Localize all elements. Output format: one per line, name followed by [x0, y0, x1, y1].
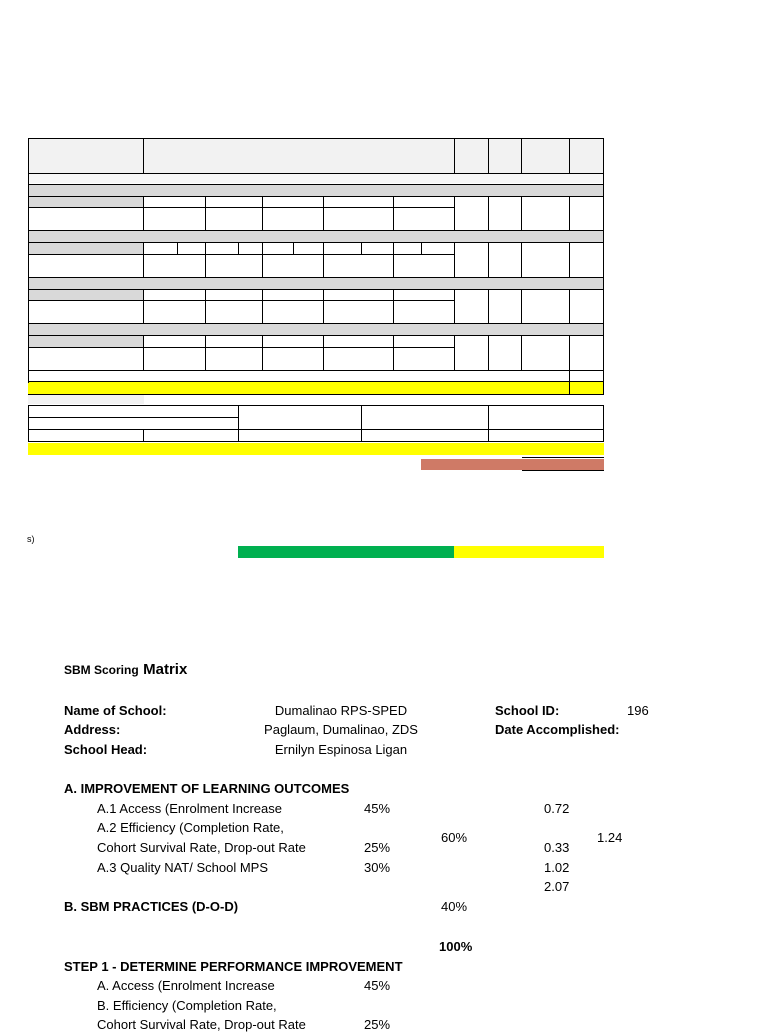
- name-label: Name of School:: [64, 703, 167, 718]
- a3-score: 1.02: [544, 860, 570, 875]
- matrix-title: [64, 661, 187, 679]
- step1-heading: STEP 1 - DETERMINE PERFORMANCE IMPROVEMENT: [64, 959, 403, 974]
- a2-score: 0.33: [544, 840, 570, 855]
- group-band-1: [28, 185, 604, 196]
- green-band: [238, 546, 454, 558]
- small-label-cell: [28, 395, 144, 404]
- section-a-total: 2.07: [544, 879, 570, 894]
- sbm-scoring-matrix: [0, 640, 768, 1032]
- grand-total: 100%: [439, 939, 473, 954]
- a2-weight: 25%: [364, 840, 391, 855]
- head-label: School Head:: [64, 742, 148, 757]
- salmon-band: [421, 459, 604, 470]
- head-value: Ernilyn Espinosa Ligan: [274, 742, 408, 757]
- a1-label: A.1 Access (Enrolment Increase: [97, 801, 282, 816]
- step1-cut-label: Cohort Survival Rate, Drop-out Rate: [97, 1017, 306, 1032]
- date-label: Date Accomplished:: [495, 722, 620, 737]
- address-value: Paglaum, Dumalinao, ZDS: [264, 722, 418, 737]
- yellow-total-row: [28, 382, 604, 394]
- a1-score: 0.72: [544, 801, 570, 816]
- group-band-4: [28, 324, 604, 335]
- group-label-cell-4: [28, 335, 144, 347]
- a1-weight: 45%: [364, 801, 391, 816]
- title-large: Matrix: [143, 661, 188, 678]
- section-b-weight: 40%: [441, 899, 468, 914]
- step1-cut-weight: 25%: [364, 1017, 391, 1032]
- id-label: School ID:: [495, 703, 560, 718]
- address-label: Address:: [64, 722, 121, 737]
- step1-access-weight: 45%: [364, 978, 391, 993]
- section-a-heading: A. IMPROVEMENT OF LEARNING OUTCOMES: [64, 781, 350, 796]
- group-band-2: [28, 231, 604, 242]
- sub-header-band: [28, 173, 604, 183]
- section-b-heading: B. SBM PRACTICES (D-O-D): [64, 899, 239, 914]
- title-small: SBM Scoring: [64, 663, 139, 677]
- header-row: [28, 138, 604, 173]
- step1-efficiency-label: B. Efficiency (Completion Rate,: [97, 998, 277, 1013]
- group-label-cell-2: [28, 242, 144, 254]
- stray-cell-text: s): [27, 534, 35, 544]
- group-label-cell-1: [28, 196, 144, 207]
- group-band-3: [28, 278, 604, 289]
- a2-label-line2: Cohort Survival Rate, Drop-out Rate: [97, 840, 306, 855]
- group-label-cell-3: [28, 289, 144, 300]
- name-value: Dumalinao RPS-SPED: [274, 703, 408, 718]
- step1-access-label: A. Access (Enrolment Increase: [97, 978, 275, 993]
- a3-label: A.3 Quality NAT/ School MPS: [97, 860, 268, 875]
- yellow-progress-band: [454, 546, 604, 558]
- id-value: 196: [627, 703, 649, 718]
- a2-label-line1: A.2 Efficiency (Completion Rate,: [97, 820, 284, 835]
- a3-weight: 30%: [364, 860, 391, 875]
- section-a-result: 1.24: [597, 830, 623, 845]
- yellow-band: [28, 443, 604, 455]
- section-a-weight: 60%: [441, 830, 468, 845]
